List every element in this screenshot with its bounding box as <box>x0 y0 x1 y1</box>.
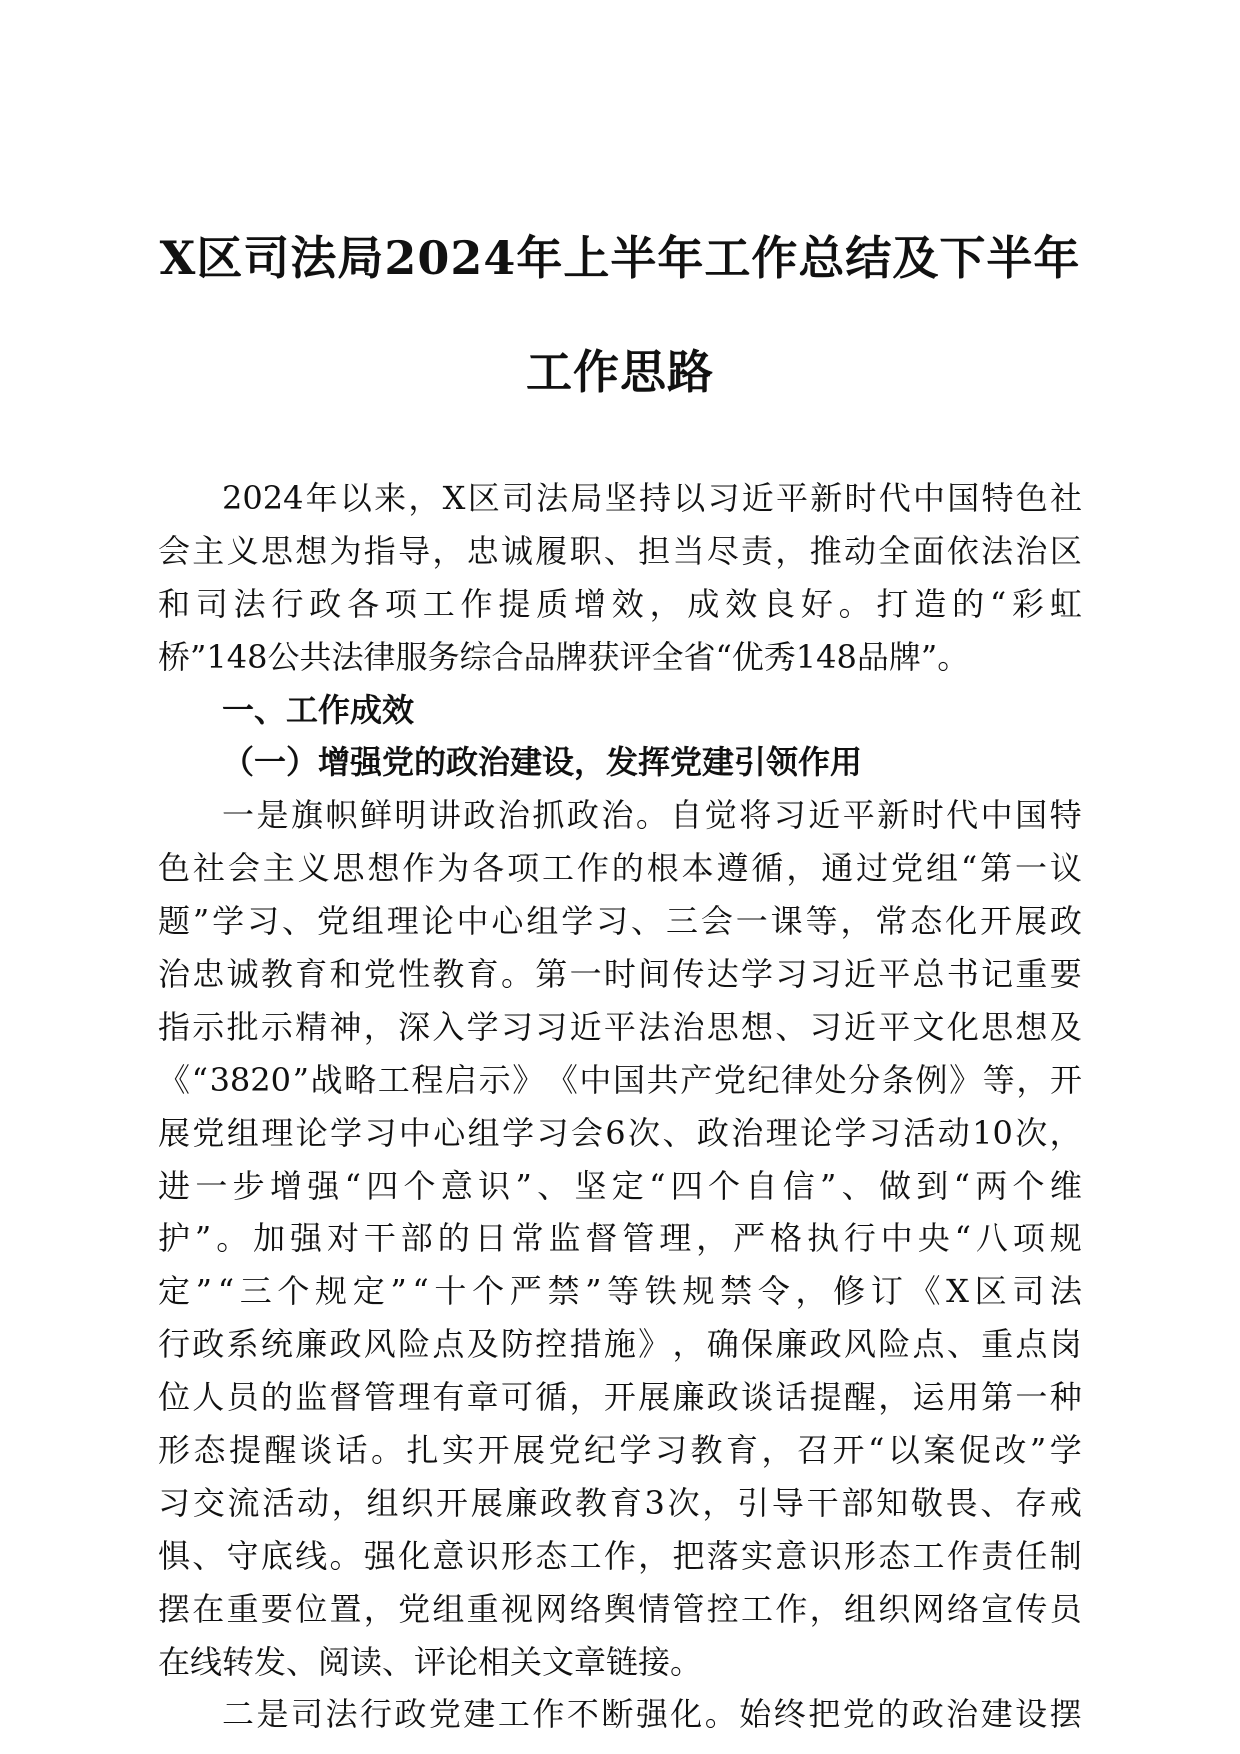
document-title-line-2: 工作思路 <box>526 345 714 399</box>
document-body <box>158 472 1082 1741</box>
text-line: 二 是 司 法 行 政 党 建 工 作 不 断 强 化 。 始 终 把 党 的 政 治 建 设 摆 <box>222 1695 1082 1734</box>
text-line: 惧 、 守 底 线 。 强 化 意 识 形 态 工 作 ， 把 落 实 意 识 形 态 工 作 责 任 制 <box>158 1536 1082 1575</box>
text-line: 定 ” “ 三 个 规 定 ” “ 十 个 严 禁 ” 等 铁 规 禁 令 ， 修 订 《 X 区 司 法 <box>158 1272 1082 1311</box>
text-line: 题 ” 学 习 、 党 组 理 论 中 心 组 学 习 、 三 会 一 课 等 ， 常 态 化 开 展 政 <box>158 902 1082 941</box>
section-heading: （一）增强党的政治建设，发挥党建引领作用 <box>222 743 863 782</box>
text-line: 2024 年 以 来 ， X 区 司 法 局 坚 持 以 习 近 平 新 时 代 中 国 特 色 社 <box>222 479 1082 517</box>
text-line: 色 社 会 主 义 思 想 作 为 各 项 工 作 的 根 本 遵 循 ， 通 过 党 组 “ 第 一 议 <box>158 849 1082 888</box>
text-line: 展 党 组 理 论 学 习 中 心 组 学 习 会 6 次 、 政 治 理 论 学 习 活 动 10 次 ， <box>158 1113 1082 1152</box>
text-line: 桥”148公共法律服务综合品牌获评全省“优秀148品牌”。 <box>158 637 970 676</box>
text-line: 摆 在 重 要 位 置 ， 党 组 重 视 网 络 舆 情 管 控 工 作 ， 组 织 网 络 宣 传 员 <box>158 1589 1082 1628</box>
text-line: 进 一 步 增 强 “ 四 个 意 识 ” 、 坚 定 “ 四 个 自 信 ” 、 做 到 “ 两 个 维 <box>158 1166 1082 1205</box>
text-line: 位 人 员 的 监 督 管 理 有 章 可 循 ， 开 展 廉 政 谈 话 提 醒 ， 运 用 第 一 种 <box>158 1378 1082 1417</box>
text-line: 在线转发、阅读、评论相关文章链接。 <box>158 1642 703 1681</box>
section-heading: 一、工作成效 <box>222 690 415 729</box>
text-line: 《 “ 3820 ” 战 略 工 程 启 示 》 《 中 国 共 产 党 纪 律 处 分 条 例 》 等 ， 开 <box>158 1060 1082 1099</box>
text-line: 一 是 旗 帜 鲜 明 讲 政 治 抓 政 治 。 自 觉 将 习 近 平 新 时 代 中 国 特 <box>222 796 1082 835</box>
document-title-line-1: X区司法局2024年上半年工作总结及下半年 <box>159 231 1081 285</box>
text-line: 形 态 提 醒 谈 话 。 扎 实 开 展 党 纪 学 习 教 育 ， 召 开 “ 以 案 促 改 ” 学 <box>158 1431 1082 1470</box>
text-line: 指 示 批 示 精 神 ， 深 入 学 习 习 近 平 法 治 思 想 、 习 近 平 文 化 思 想 及 <box>158 1007 1082 1046</box>
text-line: 行 政 系 统 廉 政 风 险 点 及 防 控 措 施 》 ， 确 保 廉 政 风 险 点 、 重 点 岗 <box>158 1325 1082 1364</box>
text-line: 治 忠 诚 教 育 和 党 性 教 育 。 第 一 时 间 传 达 学 习 习 近 平 总 书 记 重 要 <box>158 955 1082 994</box>
text-line: 护 ” 。 加 强 对 干 部 的 日 常 监 督 管 理 ， 严 格 执 行 中 央 “ 八 项 规 <box>158 1219 1082 1258</box>
text-line: 习 交 流 活 动 ， 组 织 开 展 廉 政 教 育 3 次 ， 引 导 干 部 知 敬 畏 、 存 戒 <box>158 1483 1082 1522</box>
text-line: 和 司 法 行 政 各 项 工 作 提 质 增 效 ， 成 效 良 好 。 打 造 的 “ 彩 虹 <box>158 584 1082 623</box>
text-line: 会 主 义 思 想 为 指 导 ， 忠 诚 履 职 、 担 当 尽 责 ， 推 动 全 面 依 法 治 区 <box>158 531 1082 570</box>
